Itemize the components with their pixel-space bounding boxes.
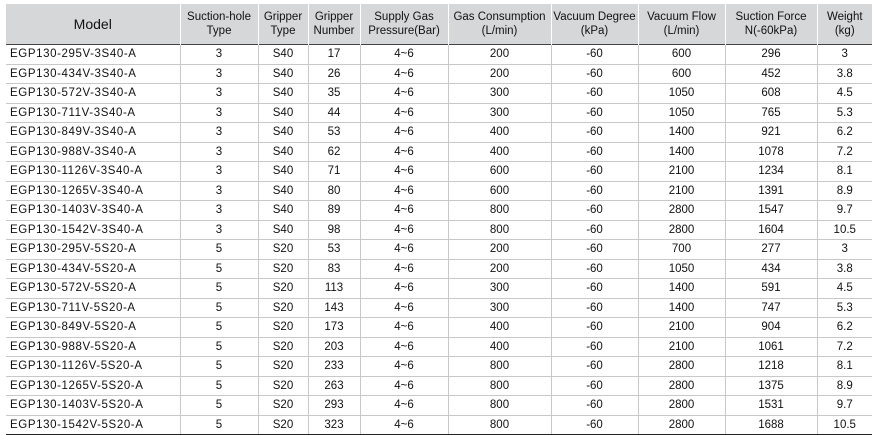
cell-supply-gas-pressure: 4~6	[360, 396, 448, 416]
cell-suction-force: 1234	[725, 162, 817, 182]
cell-suction-hole-type: 3	[180, 123, 258, 143]
cell-suction-hole-type: 3	[180, 181, 258, 201]
cell-gripper-type: S20	[258, 396, 308, 416]
cell-suction-force: 747	[725, 298, 817, 318]
cell-vacuum-degree: -60	[551, 142, 638, 162]
cell-suction-force: 904	[725, 318, 817, 338]
cell-suction-force: 1531	[725, 396, 817, 416]
cell-gas-consumption: 800	[448, 357, 551, 377]
cell-suction-hole-type: 5	[180, 415, 258, 435]
cell-vacuum-flow: 2800	[638, 201, 725, 221]
table-row	[6, 279, 872, 299]
cell-model: EGP130-849V-3S40-A	[6, 123, 180, 143]
cell-gas-consumption: 300	[448, 103, 551, 123]
table-row	[6, 181, 872, 201]
table-row	[6, 396, 872, 416]
cell-weight: 8.9	[817, 181, 872, 201]
cell-gripper-number: 62	[308, 142, 360, 162]
cell-weight: 3.8	[817, 64, 872, 84]
cell-vacuum-degree: -60	[551, 396, 638, 416]
cell-gripper-type: S20	[258, 337, 308, 357]
cell-supply-gas-pressure: 4~6	[360, 64, 448, 84]
column-header-line: (L/min)	[481, 25, 518, 37]
cell-gas-consumption: 400	[448, 318, 551, 338]
table-row	[6, 415, 872, 435]
cell-gripper-number: 113	[308, 279, 360, 299]
cell-model: EGP130-849V-5S20-A	[6, 318, 180, 338]
cell-gripper-type: S20	[258, 279, 308, 299]
cell-suction-force: 921	[725, 123, 817, 143]
cell-vacuum-degree: -60	[551, 279, 638, 299]
cell-gripper-number: 53	[308, 240, 360, 260]
cell-gripper-number: 293	[308, 396, 360, 416]
cell-gripper-type: S20	[258, 415, 308, 435]
cell-supply-gas-pressure: 4~6	[360, 123, 448, 143]
cell-gripper-number: 203	[308, 337, 360, 357]
column-header-line: Type	[270, 25, 296, 37]
cell-gas-consumption: 400	[448, 123, 551, 143]
cell-gripper-number: 83	[308, 259, 360, 279]
cell-model: EGP130-572V-3S40-A	[6, 84, 180, 104]
cell-model: EGP130-1542V-3S40-A	[6, 220, 180, 240]
cell-suction-force: 277	[725, 240, 817, 260]
cell-gripper-number: 233	[308, 357, 360, 377]
column-header-gripper-number	[308, 4, 360, 45]
column-header-line: Number	[313, 25, 355, 37]
column-header-line: (kg)	[834, 25, 855, 37]
cell-suction-hole-type: 5	[180, 279, 258, 299]
table-row	[6, 318, 872, 338]
column-header-suction-force	[725, 4, 817, 45]
cell-weight: 4.5	[817, 279, 872, 299]
cell-gripper-type: S20	[258, 298, 308, 318]
cell-model: EGP130-295V-3S40-A	[6, 45, 180, 65]
cell-vacuum-flow: 1050	[638, 84, 725, 104]
cell-suction-force: 1391	[725, 181, 817, 201]
cell-model: EGP130-1403V-3S40-A	[6, 201, 180, 221]
column-header-line: (L/min)	[663, 25, 700, 37]
column-header-vacuum-degree	[551, 4, 638, 45]
table-row	[6, 103, 872, 123]
column-header-line: Vacuum Flow	[647, 11, 716, 23]
cell-vacuum-flow: 1400	[638, 142, 725, 162]
table-row	[6, 337, 872, 357]
cell-weight: 7.2	[817, 142, 872, 162]
cell-gripper-type: S20	[258, 240, 308, 260]
column-header-model	[6, 4, 180, 45]
cell-weight: 5.3	[817, 298, 872, 318]
cell-gripper-number: 89	[308, 201, 360, 221]
table-row	[6, 123, 872, 143]
cell-supply-gas-pressure: 4~6	[360, 298, 448, 318]
cell-vacuum-flow: 2800	[638, 396, 725, 416]
cell-vacuum-degree: -60	[551, 123, 638, 143]
cell-suction-hole-type: 5	[180, 337, 258, 357]
cell-vacuum-flow: 600	[638, 64, 725, 84]
column-header-weight	[817, 4, 872, 45]
table-row	[6, 201, 872, 221]
cell-weight: 10.5	[817, 415, 872, 435]
cell-vacuum-degree: -60	[551, 376, 638, 396]
cell-supply-gas-pressure: 4~6	[360, 201, 448, 221]
cell-weight: 6.2	[817, 318, 872, 338]
cell-supply-gas-pressure: 4~6	[360, 84, 448, 104]
cell-gripper-number: 98	[308, 220, 360, 240]
cell-model: EGP130-434V-5S20-A	[6, 259, 180, 279]
cell-gripper-number: 323	[308, 415, 360, 435]
cell-gripper-type: S20	[258, 259, 308, 279]
cell-vacuum-degree: -60	[551, 64, 638, 84]
cell-model: EGP130-711V-5S20-A	[6, 298, 180, 318]
cell-weight: 8.1	[817, 162, 872, 182]
column-header-line: Vacuum Degree	[553, 11, 636, 23]
cell-model: EGP130-1265V-5S20-A	[6, 376, 180, 396]
cell-gas-consumption: 200	[448, 45, 551, 65]
cell-suction-force: 452	[725, 64, 817, 84]
cell-suction-hole-type: 5	[180, 318, 258, 338]
cell-gas-consumption: 800	[448, 396, 551, 416]
cell-weight: 3	[817, 45, 872, 65]
table-row	[6, 84, 872, 104]
cell-suction-force: 1218	[725, 357, 817, 377]
cell-gripper-type: S40	[258, 84, 308, 104]
cell-vacuum-flow: 2100	[638, 162, 725, 182]
cell-suction-hole-type: 3	[180, 84, 258, 104]
cell-gripper-number: 17	[308, 45, 360, 65]
column-header-line: N(-60kPa)	[744, 25, 798, 37]
column-header-gas-consumption	[448, 4, 551, 45]
cell-vacuum-degree: -60	[551, 84, 638, 104]
cell-gas-consumption: 200	[448, 64, 551, 84]
cell-weight: 3.8	[817, 259, 872, 279]
cell-gas-consumption: 800	[448, 201, 551, 221]
cell-supply-gas-pressure: 4~6	[360, 103, 448, 123]
cell-gripper-type: S40	[258, 103, 308, 123]
cell-supply-gas-pressure: 4~6	[360, 45, 448, 65]
column-header-suction-hole-type	[180, 4, 258, 45]
table-header	[6, 4, 872, 45]
cell-suction-hole-type: 3	[180, 45, 258, 65]
cell-model: EGP130-988V-3S40-A	[6, 142, 180, 162]
column-header-line: Model	[73, 16, 112, 32]
cell-suction-hole-type: 5	[180, 240, 258, 260]
cell-supply-gas-pressure: 4~6	[360, 318, 448, 338]
cell-vacuum-flow: 700	[638, 240, 725, 260]
cell-gripper-type: S20	[258, 318, 308, 338]
cell-vacuum-flow: 1400	[638, 298, 725, 318]
cell-gripper-number: 143	[308, 298, 360, 318]
cell-model: EGP130-988V-5S20-A	[6, 337, 180, 357]
cell-suction-force: 591	[725, 279, 817, 299]
cell-vacuum-flow: 2800	[638, 220, 725, 240]
cell-suction-hole-type: 5	[180, 396, 258, 416]
cell-gripper-type: S40	[258, 123, 308, 143]
cell-gas-consumption: 600	[448, 181, 551, 201]
cell-model: EGP130-1403V-5S20-A	[6, 396, 180, 416]
table-row	[6, 376, 872, 396]
cell-vacuum-degree: -60	[551, 162, 638, 182]
cell-weight: 4.5	[817, 84, 872, 104]
spec-table	[6, 4, 872, 435]
cell-supply-gas-pressure: 4~6	[360, 162, 448, 182]
cell-vacuum-flow: 2100	[638, 181, 725, 201]
column-header-line: (kPa)	[580, 25, 609, 37]
cell-suction-hole-type: 3	[180, 103, 258, 123]
cell-vacuum-degree: -60	[551, 415, 638, 435]
cell-gas-consumption: 800	[448, 220, 551, 240]
cell-suction-force: 765	[725, 103, 817, 123]
cell-suction-hole-type: 3	[180, 201, 258, 221]
cell-supply-gas-pressure: 4~6	[360, 181, 448, 201]
cell-vacuum-degree: -60	[551, 337, 638, 357]
column-header-gripper-type	[258, 4, 308, 45]
cell-weight: 5.3	[817, 103, 872, 123]
cell-suction-hole-type: 5	[180, 357, 258, 377]
cell-gripper-type: S40	[258, 220, 308, 240]
cell-gas-consumption: 400	[448, 142, 551, 162]
cell-supply-gas-pressure: 4~6	[360, 142, 448, 162]
cell-suction-hole-type: 3	[180, 64, 258, 84]
cell-vacuum-flow: 2100	[638, 318, 725, 338]
cell-gas-consumption: 600	[448, 162, 551, 182]
cell-suction-hole-type: 5	[180, 259, 258, 279]
cell-vacuum-degree: -60	[551, 357, 638, 377]
cell-vacuum-degree: -60	[551, 45, 638, 65]
cell-gripper-type: S40	[258, 64, 308, 84]
header-row	[6, 4, 872, 45]
cell-model: EGP130-572V-5S20-A	[6, 279, 180, 299]
column-header-supply-gas-pressure	[360, 4, 448, 45]
cell-vacuum-degree: -60	[551, 259, 638, 279]
cell-weight: 7.2	[817, 337, 872, 357]
column-header-line: Gripper	[263, 11, 303, 23]
cell-vacuum-flow: 1050	[638, 103, 725, 123]
column-header-line: Suction Force	[735, 11, 807, 23]
table-row	[6, 64, 872, 84]
cell-gripper-type: S40	[258, 201, 308, 221]
cell-suction-force: 1604	[725, 220, 817, 240]
cell-suction-force: 1375	[725, 376, 817, 396]
cell-gas-consumption: 200	[448, 240, 551, 260]
cell-gas-consumption: 800	[448, 415, 551, 435]
table-row	[6, 162, 872, 182]
cell-suction-hole-type: 3	[180, 220, 258, 240]
cell-vacuum-flow: 1050	[638, 259, 725, 279]
cell-suction-force: 1078	[725, 142, 817, 162]
table-row	[6, 357, 872, 377]
cell-gripper-type: S40	[258, 181, 308, 201]
cell-gripper-number: 26	[308, 64, 360, 84]
cell-vacuum-flow: 2800	[638, 415, 725, 435]
cell-vacuum-flow: 600	[638, 45, 725, 65]
cell-vacuum-flow: 2800	[638, 357, 725, 377]
cell-supply-gas-pressure: 4~6	[360, 279, 448, 299]
cell-gripper-number: 263	[308, 376, 360, 396]
table-body	[6, 45, 872, 435]
cell-weight: 8.1	[817, 357, 872, 377]
cell-supply-gas-pressure: 4~6	[360, 220, 448, 240]
cell-vacuum-degree: -60	[551, 298, 638, 318]
cell-vacuum-flow: 1400	[638, 279, 725, 299]
cell-model: EGP130-1265V-3S40-A	[6, 181, 180, 201]
cell-model: EGP130-295V-5S20-A	[6, 240, 180, 260]
cell-suction-force: 434	[725, 259, 817, 279]
column-header-line: Weight	[826, 11, 863, 23]
cell-gripper-number: 173	[308, 318, 360, 338]
cell-suction-hole-type: 5	[180, 298, 258, 318]
cell-vacuum-degree: -60	[551, 103, 638, 123]
column-header-line: Pressure(Bar)	[368, 25, 440, 37]
cell-suction-hole-type: 3	[180, 142, 258, 162]
table-row	[6, 220, 872, 240]
cell-weight: 9.7	[817, 396, 872, 416]
cell-supply-gas-pressure: 4~6	[360, 357, 448, 377]
table-row	[6, 142, 872, 162]
cell-supply-gas-pressure: 4~6	[360, 259, 448, 279]
cell-gripper-number: 80	[308, 181, 360, 201]
cell-gripper-type: S40	[258, 162, 308, 182]
cell-vacuum-flow: 2100	[638, 337, 725, 357]
cell-vacuum-degree: -60	[551, 318, 638, 338]
cell-vacuum-flow: 2800	[638, 376, 725, 396]
cell-supply-gas-pressure: 4~6	[360, 415, 448, 435]
cell-gripper-number: 71	[308, 162, 360, 182]
cell-gas-consumption: 300	[448, 84, 551, 104]
cell-weight: 8.9	[817, 376, 872, 396]
cell-gas-consumption: 300	[448, 279, 551, 299]
cell-suction-force: 1547	[725, 201, 817, 221]
cell-weight: 6.2	[817, 123, 872, 143]
cell-suction-force: 608	[725, 84, 817, 104]
cell-vacuum-flow: 1400	[638, 123, 725, 143]
cell-gripper-number: 35	[308, 84, 360, 104]
cell-weight: 10.5	[817, 220, 872, 240]
cell-gripper-type: S20	[258, 357, 308, 377]
table-row	[6, 45, 872, 65]
table-row	[6, 259, 872, 279]
cell-supply-gas-pressure: 4~6	[360, 376, 448, 396]
table-row	[6, 240, 872, 260]
cell-vacuum-degree: -60	[551, 220, 638, 240]
column-header-vacuum-flow	[638, 4, 725, 45]
cell-suction-hole-type: 3	[180, 162, 258, 182]
column-header-line: Type	[206, 25, 232, 37]
cell-suction-hole-type: 5	[180, 376, 258, 396]
column-header-line: Gripper	[314, 11, 354, 23]
cell-gas-consumption: 800	[448, 376, 551, 396]
cell-weight: 9.7	[817, 201, 872, 221]
cell-gripper-number: 44	[308, 103, 360, 123]
cell-model: EGP130-1542V-5S20-A	[6, 415, 180, 435]
cell-model: EGP130-1126V-3S40-A	[6, 162, 180, 182]
cell-vacuum-degree: -60	[551, 181, 638, 201]
column-header-line: Suction-hole	[187, 11, 251, 23]
cell-model: EGP130-1126V-5S20-A	[6, 357, 180, 377]
cell-vacuum-degree: -60	[551, 240, 638, 260]
cell-gas-consumption: 400	[448, 337, 551, 357]
column-header-line: Supply Gas	[374, 11, 434, 23]
column-header-line: Gas Consumption	[453, 11, 546, 23]
cell-gas-consumption: 300	[448, 298, 551, 318]
cell-vacuum-degree: -60	[551, 201, 638, 221]
cell-gripper-type: S40	[258, 142, 308, 162]
cell-supply-gas-pressure: 4~6	[360, 337, 448, 357]
cell-suction-force: 296	[725, 45, 817, 65]
cell-weight: 3	[817, 240, 872, 260]
cell-gripper-number: 53	[308, 123, 360, 143]
table-row	[6, 298, 872, 318]
cell-gripper-type: S40	[258, 45, 308, 65]
cell-gas-consumption: 200	[448, 259, 551, 279]
cell-gripper-type: S20	[258, 376, 308, 396]
cell-model: EGP130-434V-3S40-A	[6, 64, 180, 84]
cell-suction-force: 1688	[725, 415, 817, 435]
cell-model: EGP130-711V-3S40-A	[6, 103, 180, 123]
cell-supply-gas-pressure: 4~6	[360, 240, 448, 260]
cell-suction-force: 1061	[725, 337, 817, 357]
